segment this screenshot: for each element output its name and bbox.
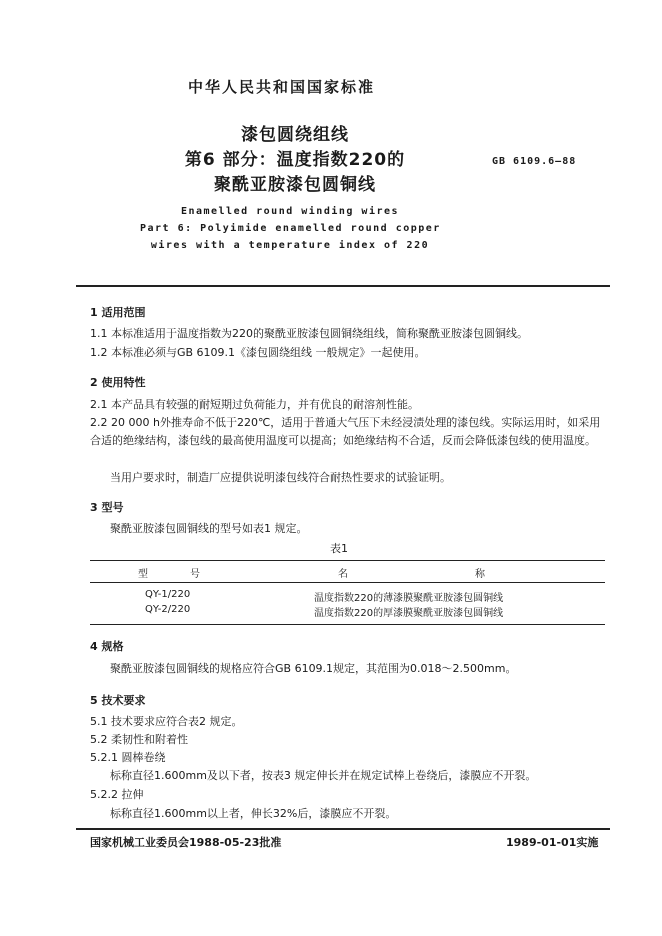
table-header-name-1: 名: [338, 569, 348, 580]
section-4-title: 4 规格: [90, 640, 124, 653]
section-3-title: 3 型号: [90, 501, 124, 514]
section-2-title: 2 使用特性: [90, 376, 146, 389]
header-divider: [76, 285, 610, 287]
table-header-name-2: 称: [475, 569, 485, 580]
table-top-rule: [90, 560, 605, 561]
clause-1-2: 1.2 本标准必须与GB 6109.1《漆包圆绕组线 一般规定》一起使用。: [90, 346, 426, 359]
clause-5-1: 5.1 技术要求应符合表2 规定。: [90, 715, 243, 728]
section-5-title: 5 技术要求: [90, 694, 146, 707]
table-1-caption: 表1: [330, 542, 348, 555]
clause-5-2-1-text: 标称直径1.600mm及以下者，按表3 规定伸长并在规定试棒上卷绕后，漆膜应不开裂。: [110, 769, 537, 782]
clause-2-note: 当用户要求时，制造厂应提供说明漆包线符合耐热性要求的试验证明。: [110, 471, 451, 484]
clause-5-2-1: 5.2.1 圆棒卷绕: [90, 751, 166, 764]
english-title-line-1: Enamelled round winding wires: [180, 206, 400, 217]
section-4-text: 聚酰亚胺漆包圆铜线的规格应符合GB 6109.1规定，其范围为0.018～2.500mm。: [110, 662, 517, 675]
standard-code: GB 6109.6—88: [492, 156, 577, 167]
clause-2-2: 2.2 20 000 h外推寿命不低于220℃，适用于普通大气压下未经浸渍处理的漆包线。实际运用时，如采用合适的绝缘结构，漆包线的最高使用温度可以提高；如绝缘结构不合适，反而会降低漆包线的使用温度。: [90, 416, 601, 447]
table-header-type-1: 型: [138, 569, 148, 580]
footer-divider: [76, 828, 610, 830]
english-title-line-2: Part 6: Polyimide enamelled round copper: [140, 223, 441, 234]
title-line-1: 漆包圆绕组线: [241, 125, 349, 145]
standard-body-header: 中华人民共和国国家标准: [188, 78, 376, 96]
clause-5-2-2: 5.2.2 拉伸: [90, 788, 144, 801]
approval-date: 国家机械工业委员会1988-05-23批准: [90, 836, 282, 849]
english-title-line-3: wires with a temperature index of 220: [150, 240, 430, 251]
table-row-1-type: QY-1/220: [145, 589, 191, 600]
clause-5-2: 5.2 柔韧性和附着性: [90, 733, 188, 746]
section-3-text: 聚酰亚胺漆包圆铜线的型号如表1 规定。: [110, 522, 308, 535]
table-bottom-rule: [90, 624, 605, 625]
table-row-1-name: 温度指数220的薄漆膜聚酰亚胺漆包圆铜线: [314, 593, 504, 604]
clause-5-2-2-text: 标称直径1.600mm以上者，伸长32%后，漆膜应不开裂。: [110, 807, 397, 820]
title-line-2: 第6 部分：温度指数220的: [184, 150, 406, 170]
table-header-type-2: 号: [190, 569, 200, 580]
clause-2-1: 2.1 本产品具有较强的耐短期过负荷能力，并有优良的耐溶剂性能。: [90, 398, 419, 411]
effective-date: 1989-01-01实施: [506, 836, 599, 849]
title-line-3: 聚酰亚胺漆包圆铜线: [214, 175, 376, 195]
clause-1-1: 1.1 本标准适用于温度指数为220的聚酰亚胺漆包圆铜绕组线，简称聚酰亚胺漆包圆铜线。: [90, 327, 528, 340]
section-1-title: 1 适用范围: [90, 306, 146, 319]
table-header-rule: [90, 582, 605, 583]
table-row-2-type: QY-2/220: [145, 604, 191, 615]
table-row-2-name: 温度指数220的厚漆膜聚酰亚胺漆包圆铜线: [314, 608, 504, 619]
